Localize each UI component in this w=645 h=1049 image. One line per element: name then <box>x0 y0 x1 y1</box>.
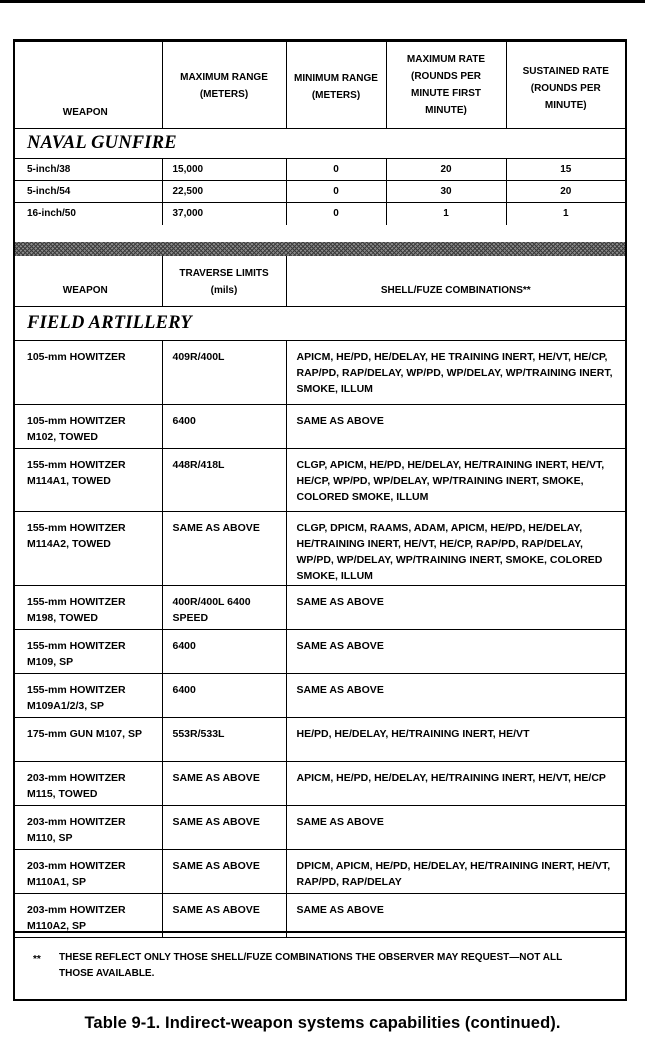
traverse-cell: 6400 <box>162 629 286 673</box>
header-min-range: MINIMUM RANGE (METERS) <box>286 42 386 129</box>
shell-fuze-cell: APICM, HE/PD, HE/DELAY, HE/TRAINING INERT, HE/VT, HE/CP <box>286 761 625 805</box>
traverse-cell: 400R/400L 6400 SPEED <box>162 585 286 629</box>
header-max-range: MAXIMUM RANGE (METERS) <box>162 42 286 129</box>
shell-fuze-cell: SAME AS ABOVE <box>286 629 625 673</box>
weapon-cell: 105-mm HOWITZER <box>15 340 162 404</box>
table-row <box>15 629 625 673</box>
weapon-cell: 203-mm HOWITZER M110A2, SP <box>15 893 162 937</box>
weapon-cell: 155-mm HOWITZER M114A1, TOWED <box>15 448 162 511</box>
table-row <box>15 340 625 404</box>
table-row <box>15 181 625 203</box>
traverse-cell: 448R/418L <box>162 448 286 511</box>
weapon-cell: 5-inch/38 <box>15 159 162 181</box>
weapon-cell: 105-mm HOWITZER M102, TOWED <box>15 404 162 448</box>
weapon-cell: 175-mm GUN M107, SP <box>15 717 162 761</box>
top-rule <box>0 0 645 3</box>
footnote-box <box>15 931 625 1001</box>
traverse-cell: 553R/533L <box>162 717 286 761</box>
field-section-row <box>15 306 625 340</box>
min-range-cell: 0 <box>286 159 386 181</box>
max-range-cell: 15,000 <box>162 159 286 181</box>
weapon-cell: 5-inch/54 <box>15 181 162 203</box>
table-row <box>15 203 625 225</box>
section-title-naval-gunfire: NAVAL GUNFIRE <box>15 129 625 159</box>
table-row <box>15 159 625 181</box>
shell-fuze-cell: SAME AS ABOVE <box>286 805 625 849</box>
min-range-cell: 0 <box>286 203 386 225</box>
capabilities-table-frame <box>13 39 627 1001</box>
traverse-cell: 409R/400L <box>162 340 286 404</box>
header-traverse-limits: TRAVERSE LIMITS (mils) <box>162 256 286 306</box>
max-range-cell: 37,000 <box>162 203 286 225</box>
shell-fuze-cell: APICM, HE/PD, HE/DELAY, HE TRAINING INERT, HE/VT, HE/CP, RAP/PD, RAP/DELAY, WP/PD, WP/DELAY, WP/TRAINING INERT, SMOKE, ILLUM <box>286 340 625 404</box>
traverse-cell: 6400 <box>162 404 286 448</box>
table-row <box>15 511 625 585</box>
naval-gunfire-table <box>15 41 625 225</box>
min-range-cell: 0 <box>286 181 386 203</box>
table-row <box>15 673 625 717</box>
footnote-marker: ** <box>33 954 41 965</box>
shell-fuze-cell: SAME AS ABOVE <box>286 404 625 448</box>
field-artillery-table <box>15 256 625 938</box>
naval-header-row <box>15 42 625 129</box>
traverse-cell: SAME AS ABOVE <box>162 805 286 849</box>
traverse-cell: SAME AS ABOVE <box>162 893 286 937</box>
weapon-cell: 155-mm HOWITZER M109, SP <box>15 629 162 673</box>
table-row <box>15 805 625 849</box>
header-max-rate: MAXIMUM RATE (ROUNDS PER MINUTE FIRST MINUTE) <box>386 42 506 129</box>
header-weapon: WEAPON <box>15 42 162 129</box>
shell-fuze-cell: DPICM, APICM, HE/PD, HE/DELAY, HE/TRAINING INERT, HE/VT, RAP/PD, RAP/DELAY <box>286 849 625 893</box>
max-rate-cell: 1 <box>386 203 506 225</box>
table-row <box>15 849 625 893</box>
max-rate-cell: 30 <box>386 181 506 203</box>
weapon-cell: 203-mm HOWITZER M110, SP <box>15 805 162 849</box>
weapon-cell: 155-mm HOWITZER M114A2, TOWED <box>15 511 162 585</box>
weapon-cell: 203-mm HOWITZER M115, TOWED <box>15 761 162 805</box>
footnote-text: THESE REFLECT ONLY THOSE SHELL/FUZE COMBINATIONS THE OBSERVER MAY REQUEST—NOT ALL THOSE AVAILABLE. <box>59 952 563 979</box>
max-range-cell: 22,500 <box>162 181 286 203</box>
table-row <box>15 404 625 448</box>
naval-section-row <box>15 129 625 159</box>
weapon-cell: 155-mm HOWITZER M109A1/2/3, SP <box>15 673 162 717</box>
section-title-field-artillery: FIELD ARTILLERY <box>15 306 625 340</box>
shell-fuze-cell: SAME AS ABOVE <box>286 893 625 937</box>
sustained-rate-cell: 1 <box>506 203 625 225</box>
traverse-cell: SAME AS ABOVE <box>162 761 286 805</box>
weapon-cell: 16-inch/50 <box>15 203 162 225</box>
header-shell-fuze: SHELL/FUZE COMBINATIONS** <box>286 256 625 306</box>
shell-fuze-cell: HE/PD, HE/DELAY, HE/TRAINING INERT, HE/VT <box>286 717 625 761</box>
field-header-row <box>15 256 625 306</box>
sustained-rate-cell: 20 <box>506 181 625 203</box>
traverse-cell: SAME AS ABOVE <box>162 849 286 893</box>
table-row <box>15 761 625 805</box>
shell-fuze-cell: SAME AS ABOVE <box>286 585 625 629</box>
weapon-cell: 203-mm HOWITZER M110A1, SP <box>15 849 162 893</box>
weapon-cell: 155-mm HOWITZER M198, TOWED <box>15 585 162 629</box>
table-row <box>15 585 625 629</box>
traverse-cell: 6400 <box>162 673 286 717</box>
shell-fuze-cell: CLGP, DPICM, RAAMS, ADAM, APICM, HE/PD, HE/DELAY, HE/TRAINING INERT, HE/VT, HE/CP, RAP/PD, RAP/DELAY, WP/PD, WP/DELAY, WP/TRAINING INERT, SMOKE, COLORED SMOKE, ILLUM <box>286 511 625 585</box>
table-row <box>15 717 625 761</box>
section-divider-band <box>15 242 625 256</box>
header-sustained-rate: SUSTAINED RATE (ROUNDS PER MINUTE) <box>506 42 625 129</box>
table-row <box>15 448 625 511</box>
header-weapon: WEAPON <box>15 256 162 306</box>
traverse-cell: SAME AS ABOVE <box>162 511 286 585</box>
shell-fuze-cell: SAME AS ABOVE <box>286 673 625 717</box>
sustained-rate-cell: 15 <box>506 159 625 181</box>
shell-fuze-cell: CLGP, APICM, HE/PD, HE/DELAY, HE/TRAINING INERT, HE/VT, HE/CP, WP/PD, WP/DELAY, WP/TRAINING INERT, SMOKE, COLORED SMOKE, ILLUM <box>286 448 625 511</box>
table-caption: Table 9-1. Indirect-weapon systems capabilities (continued). <box>84 1014 561 1032</box>
max-rate-cell: 20 <box>386 159 506 181</box>
